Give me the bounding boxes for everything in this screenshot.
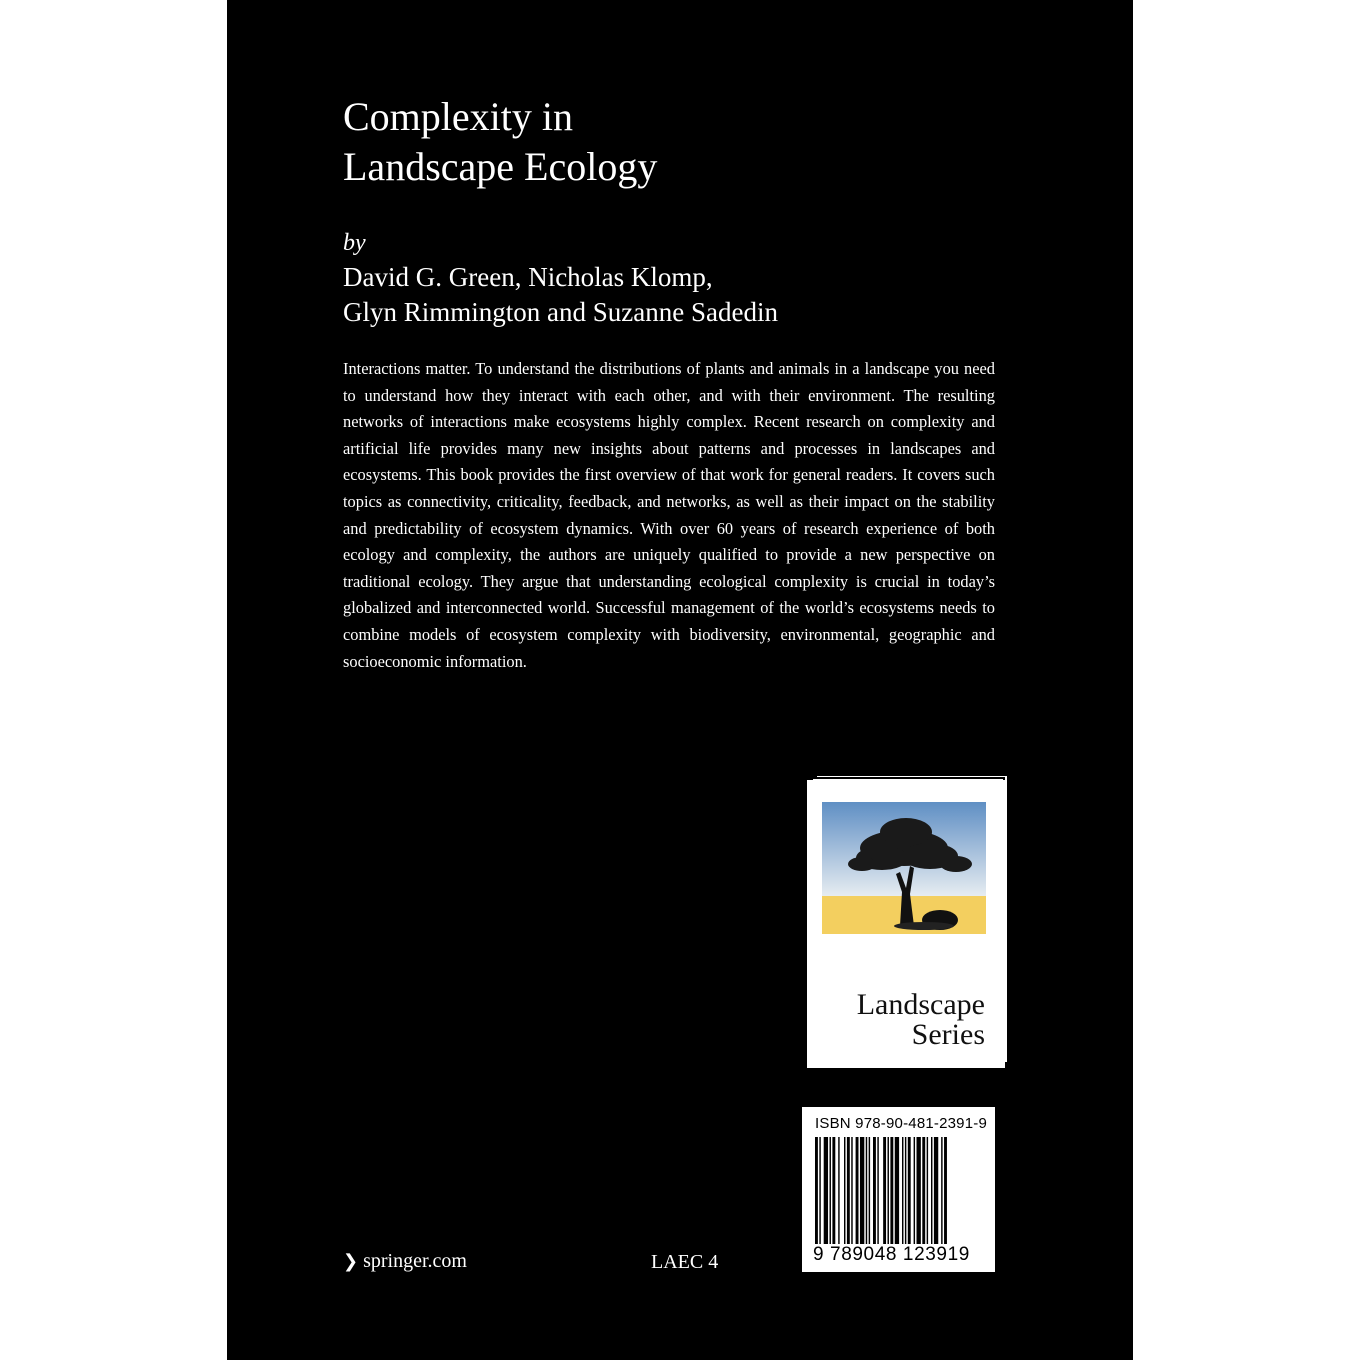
barcode-bar	[902, 1137, 903, 1249]
series-line-1: Landscape	[856, 988, 985, 1021]
barcode-bar	[844, 1137, 845, 1249]
barcode-bar	[895, 1137, 899, 1249]
barcode-bar	[883, 1137, 886, 1249]
barcode-bar	[873, 1137, 876, 1249]
barcode-bar	[917, 1137, 921, 1249]
barcode-bar	[830, 1137, 831, 1249]
barcode-bar	[851, 1137, 852, 1249]
barcode-bar	[877, 1137, 878, 1249]
series-logo	[807, 780, 1007, 1068]
barcode-bar	[888, 1137, 889, 1249]
title-line-2: Landscape Ecology	[343, 144, 658, 189]
barcode-bar	[941, 1137, 942, 1249]
tree-landscape-image	[822, 802, 986, 934]
book-description: Interactions matter. To understand the distributions of plants and animals in a landscape you need to understand how they interact with each other, and with their environment. The resulting networks of interactions make ecosystems highly complex. Recent research on complexity and artificial life provides many new insights about patterns and processes in landscapes and ecosystems. This book provides the first overview of that work for general readers. It covers such topics as connectivity, criticality, feedback, and networks, as well as their impact on the stability and predictability of ecosystem dynamics. With over 60 years of research experience of both ecology and complexity, the authors are uniquely qualified to provide a new perspective on traditional ecology. They argue that understanding ecological complexity is crucial in today’s globalized and interconnected world. Successful management of the world’s ecosystems needs to combine models of ecosystem complexity with biodiversity, environmental, geographic and socioeconomic information.	[343, 359, 995, 671]
authors-line-1: David G. Green, Nicholas Klomp,	[343, 262, 713, 292]
barcode-bar	[856, 1137, 859, 1249]
authors	[343, 260, 778, 330]
isbn-barcode-block	[802, 1107, 995, 1272]
title-line-1: Complexity in	[343, 94, 573, 139]
series-name	[857, 990, 985, 1050]
barcode-bar	[905, 1137, 906, 1249]
isbn-text: ISBN 978-90-481-2391-9	[815, 1115, 988, 1132]
barcode-bar	[922, 1137, 925, 1249]
series-book-front	[807, 780, 1005, 1068]
barcode-bar	[927, 1137, 928, 1249]
barcode-bar	[824, 1137, 828, 1249]
barcode-bar	[847, 1137, 850, 1249]
publisher-link[interactable]	[343, 1250, 467, 1273]
chevron-right-icon: ❯	[343, 1251, 359, 1272]
barcode-bar	[931, 1137, 932, 1249]
barcode-bar	[838, 1137, 839, 1249]
book-title	[343, 92, 657, 192]
publisher-url: springer.com	[363, 1250, 467, 1272]
barcode-bar	[934, 1137, 938, 1249]
by-label: by	[343, 230, 366, 256]
barcode-bar	[815, 1137, 818, 1249]
barcode-bar	[914, 1137, 915, 1249]
barcode-bar	[866, 1137, 867, 1249]
barcode-bar	[944, 1137, 947, 1249]
barcode	[815, 1137, 985, 1249]
book-back-cover	[227, 0, 1133, 1360]
barcode-bar	[832, 1137, 835, 1249]
series-code: LAEC 4	[651, 1251, 719, 1273]
barcode-bar	[908, 1137, 911, 1249]
barcode-number: 9 789048 123919	[813, 1244, 970, 1265]
authors-line-2: Glyn Rimmington and Suzanne Sadedin	[343, 297, 778, 327]
barcode-bar	[819, 1137, 820, 1249]
barcode-bar	[869, 1137, 870, 1249]
barcode-bar	[860, 1137, 864, 1249]
barcode-bar	[890, 1137, 893, 1249]
series-line-2: Series	[911, 1018, 985, 1051]
